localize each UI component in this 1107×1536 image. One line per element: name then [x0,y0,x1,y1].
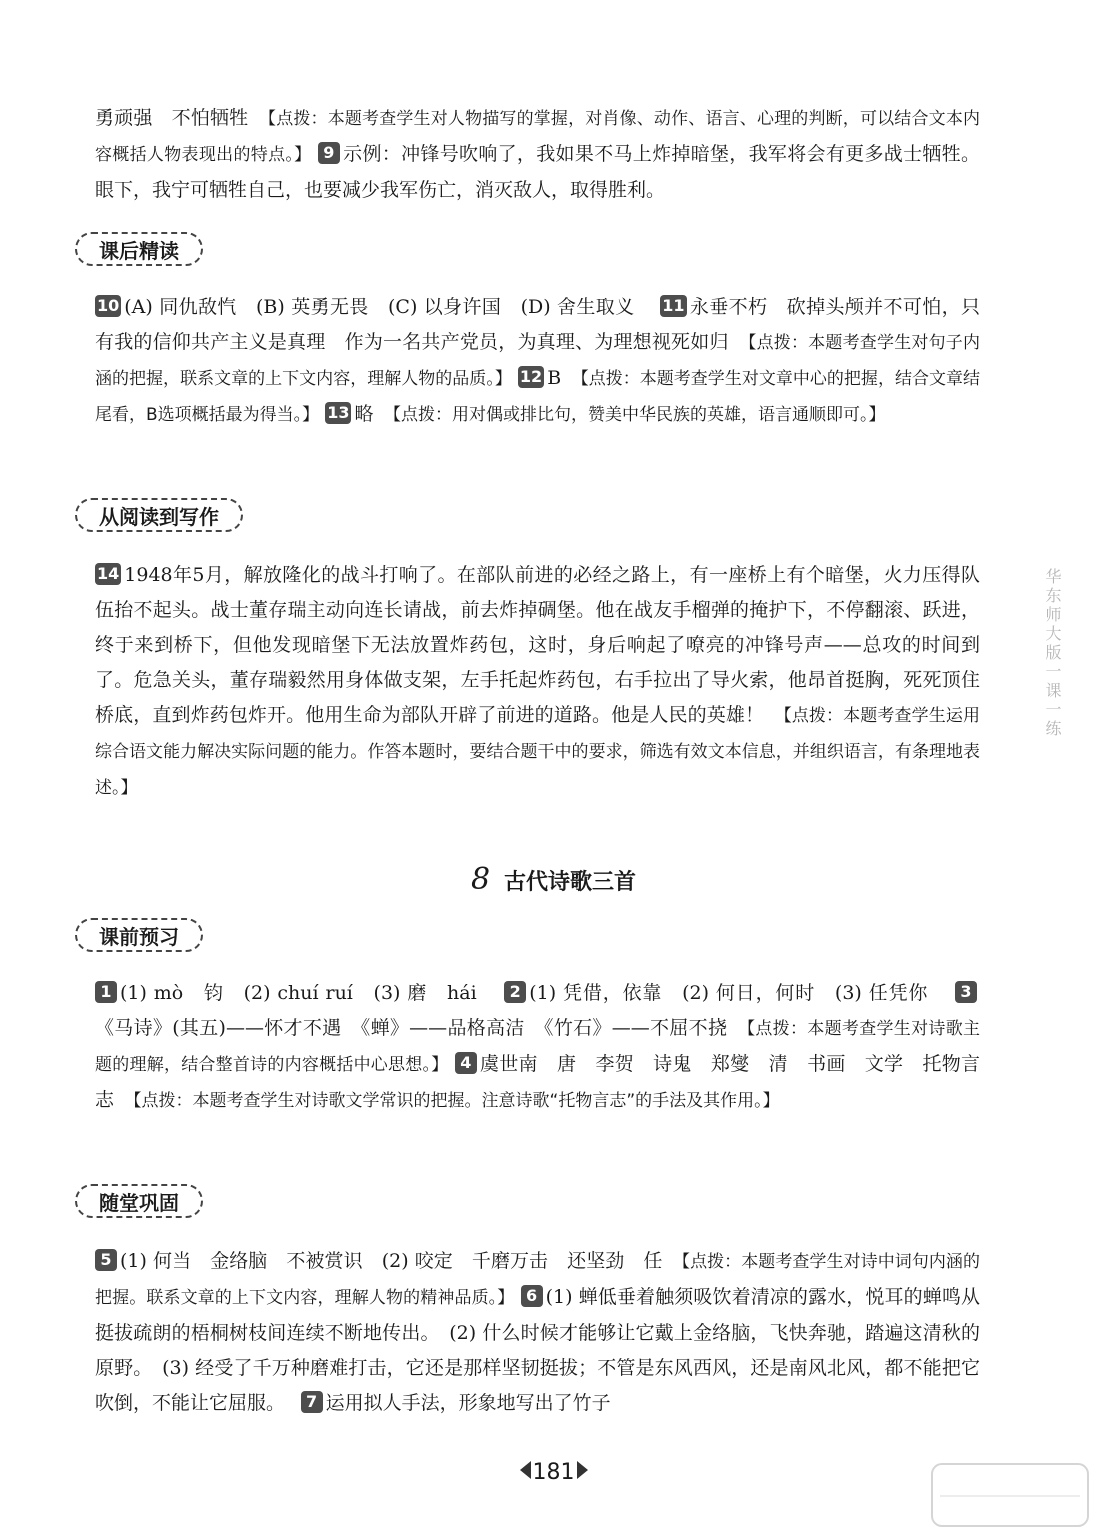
question-number-badge: 9 [318,142,340,164]
lesson-title [0,862,1107,897]
section-header-yuxi: 课前预习 [75,918,203,952]
tip-text: 【点拨：本题考查学生对诗歌文学常识的把握。注意诗歌“托物言志”的手法及其作用。】 [133,1091,780,1111]
yuxi-paragraph [95,976,980,1119]
question-number-badge: 7 [301,1391,323,1413]
section-header-xiezuo: 从阅读到写作 [75,498,243,532]
answer-text: 《马诗》(其五)——怀才不遇 《蝉》——品格高洁 《竹石》——不屈不挠 [95,1017,747,1039]
answer-text: (1) 何当 金络脑 不被赏识 (2) 咬定 千磨万击 还坚劲 任 [120,1250,682,1272]
lesson-name: 古代诗歌三首 [504,869,637,895]
answer-text: 勇顽强 不怕牺牲 [95,107,268,129]
lesson-number: 8 [470,862,491,897]
answer-text: 略 [354,403,393,425]
gonggu-paragraph [95,1244,980,1421]
question-number-badge: 13 [327,403,350,422]
answer-text: (1) 凭借，依靠 (2) 何日，何时 (3) 任凭你 [529,982,949,1004]
answer-text: (1) mò 钧 (2) chuí ruí (3) 磨 hái [120,982,498,1004]
left-triangle-icon [520,1461,531,1479]
side-book-title: 华东师大版一课一练 [1043,568,1062,739]
question-number-badge: 12 [519,367,543,386]
tip-text: 【点拨：本题考查学生对诗歌主题的理解，结合整首诗的内容概括中心思想。】 [95,1019,981,1075]
answer-text: 永垂不朽 砍掉头颅并不可怕，只有我的信仰共产主义是真理 作为一名共产党员，为真理、为理想视死如归 [95,296,980,353]
tip-text: 【点拨：本题考查学生对文章中心的把握，结合文章结尾看，B选项概括最为得当。】 [95,369,981,425]
tip-text: 【点拨：用对偶或排比句，赞美中华民族的英雄，语言通顺即可。】 [392,405,886,425]
tip-text: 【点拨：本题考查学生运用综合语文能力解决实际问题的能力。作答本题时，要结合题干中的要求，筛选有效文本信息，并组织语言，有条理地表述。】 [95,706,980,798]
tip-text: 【点拨：本题考查学生对句子内涵的把握，联系文章的上下文内容，理解人物的品质。】 [95,333,980,389]
intro-paragraph [95,101,980,208]
answer-text: 1948年5月，解放隆化的战斗打响了。在部队前进的必经之路上，有一座桥上有个暗堡，火力压得队伍抬不起头。战士董存瑞主动向连长请战，前去炸掉碉堡。他在战友手榴弹的掩护下，不停翻滚、跃进，终于来到桥下，但他发现暗堡下无法放置炸药包，这时，身后响起了嘹亮的冲锋号声——总攻的时间到了。危急关头，董存瑞毅然用身体做支架，左手托起炸药包，右手拉出了导火索，他昂首挺胸，死死顶住桥底，直到炸药包炸开。他用生命为部队开辟了前进的道路。他是人民的英雄！ [95,564,980,726]
question-number-badge: 5 [95,1249,117,1271]
answer-text: (1) 蝉低垂着触须吸饮着清凉的露水，悦耳的蝉鸣从挺拔疏朗的梧桐树枝间连续不断地传出。 (2) 什么时候才能够让它戴上金络脑，飞快奔驰，踏遍这清秋的原野。 (3) 经受了千万种磨难打击，它还是那样坚韧挺拔；不管是东风西风，还是南风北风，都不能把它吹倒，不能让它屈服。 [95,1286,980,1414]
right-triangle-icon [577,1461,588,1479]
answer-text: 运用拟人手法，形象地写出了竹子 [325,1392,611,1414]
question-number-badge: 10 [97,296,120,315]
answer-text: 虞世南 唐 李贺 诗鬼 郑燮 清 书画 文学 托物言志 [95,1053,980,1111]
question-number-badge: 3 [955,981,977,1003]
question-number-badge: 2 [504,981,526,1003]
tip-text: 【点拨：本题考查学生对诗中词句内涵的把握。联系文章的上下文内容，理解人物的精神品质。】 [95,1252,980,1308]
question-number-badge: 4 [455,1052,477,1074]
tip-text: 【点拨：本题考查学生对人物描写的掌握，对肖像、动作、语言、心理的判断，可以结合文本内容概括人物表现出的特点。】 [95,109,980,165]
page-number-text: 181 [532,1460,575,1485]
question-number-badge: 6 [521,1285,543,1307]
answer-text: (A) 同仇敌忾 (B) 英勇无畏 (C) 以身许国 (D) 舍生取义 [124,296,654,318]
watermark-logo [930,1462,1090,1528]
question-number-badge: 11 [662,296,685,315]
answer-text: B [547,367,581,389]
section-header-gonggu: 随堂巩固 [75,1184,203,1218]
kehou-paragraph [95,290,980,433]
section-header-kehou: 课后精读 [75,232,203,266]
question-number-badge: 1 [95,981,117,1003]
question-number-badge: 14 [97,564,120,583]
answer-text: 示例：冲锋号吹响了，我如果不马上炸掉暗堡，我军将会有更多战士牺牲。眼下，我宁可牺牲自己，也要减少我军伤亡，消灭敌人，取得胜利。 [95,143,980,201]
xiezuo-paragraph [95,558,980,806]
